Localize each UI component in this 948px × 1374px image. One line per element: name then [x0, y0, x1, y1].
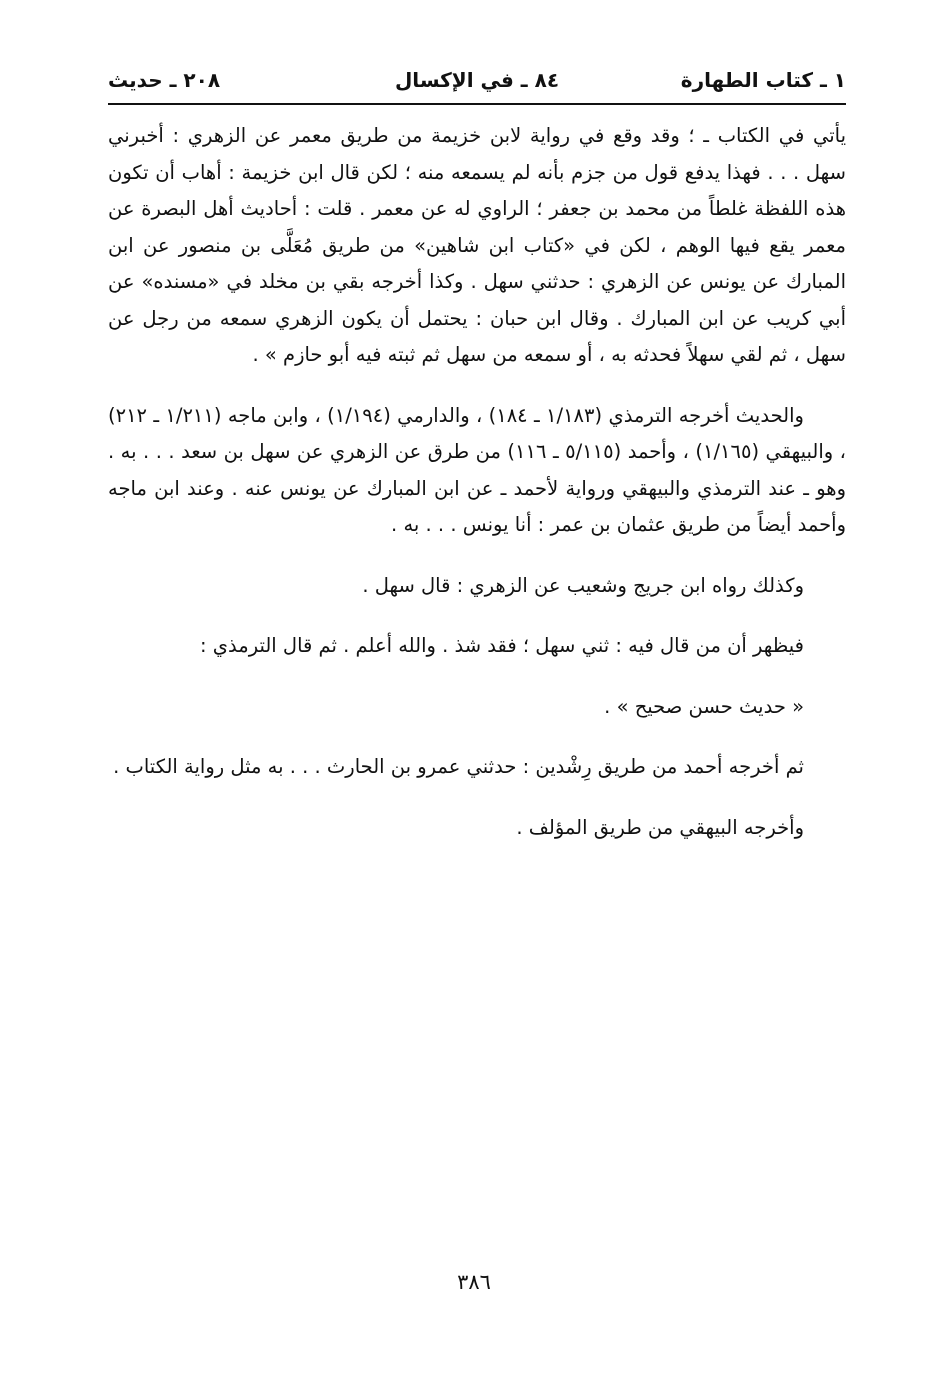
- paragraph-conclusion: فيظهر أن من قال فيه : ثني سهل ؛ فقد شذ . والله أعلم . ثم قال الترمذي :: [200, 634, 804, 657]
- paragraph-ahmad-route: ثم أخرجه أحمد من طريق رِشْدين : حدثني عمرو بن الحارث . . . به مثل رواية الكتاب .: [113, 755, 804, 778]
- header-divider: [108, 103, 846, 105]
- header-chapter-title: ٨٤ ـ في الإكسال: [394, 68, 560, 92]
- running-header: [108, 62, 846, 98]
- header-book-title: ١ ـ كتاب الطهارة: [680, 68, 846, 92]
- page-body: [108, 118, 846, 846]
- paragraph-bayhaqi-route: وأخرجه البيهقي من طريق المؤلف .: [516, 815, 804, 839]
- paragraph-continuation: يأتي في الكتاب ـ ؛ وقد وقع في رواية لابن خزيمة من طريق معمر عن الزهري : أخبرني سهل . . . فهذا يدفع قول من جزم بأنه لم يسمعه منه ؛ لكن قال ابن خزيمة : أهاب أن تكون هذه اللفظة غلطاً من محمد بن جعفر ؛ الراوي له عن معمر . قلت : أحاديث أهل البصرة عن معمر يقع فيها الوهم ، لكن في «كتاب ابن شاهين» من طريق مُعَلَّى بن منصور عن ابن المبارك عن يونس عن الزهري : حدثني سهل . وكذا أخرجه بقي بن مخلد في «مسنده» عن أبي كريب عن ابن المبارك . وقال ابن حبان : يحتمل أن يكون الزهري سمعه من رجل عن سهل ، ثم لقي سهلاً فحدثه به ، أو سمعه من سهل ثم ثبته فيه أبو حازم » .: [108, 124, 846, 366]
- header-hadith-number: ٢٠٨ ـ حديث: [108, 68, 221, 92]
- paragraph-other-narrations: وكذلك رواه ابن جريج وشعيب عن الزهري : قال سهل .: [362, 573, 804, 597]
- paragraph-takhrij: والحديث أخرجه الترمذي (١/١٨٣ ـ ١٨٤) ، والدارمي (١/١٩٤) ، وابن ماجه (١/٢١١ ـ ٢١٢) ، والبيهقي (١/١٦٥) ، وأحمد (٥/١١٥ ـ ١١٦) من طرق عن الزهري عن سهل بن سعد . . . به . وهو ـ عند الترمذي والبيهقي ورواية لأحمد ـ عن ابن المبارك عن يونس عنه . وعند ابن ماجه وأحمد أيضاً من طريق عثمان بن عمر : أنا يونس . . . به .: [108, 403, 846, 536]
- paragraph-tirmidhi-quote: « حديث حسن صحيح » .: [604, 694, 804, 718]
- page-number: ٣٨٦: [457, 1270, 491, 1294]
